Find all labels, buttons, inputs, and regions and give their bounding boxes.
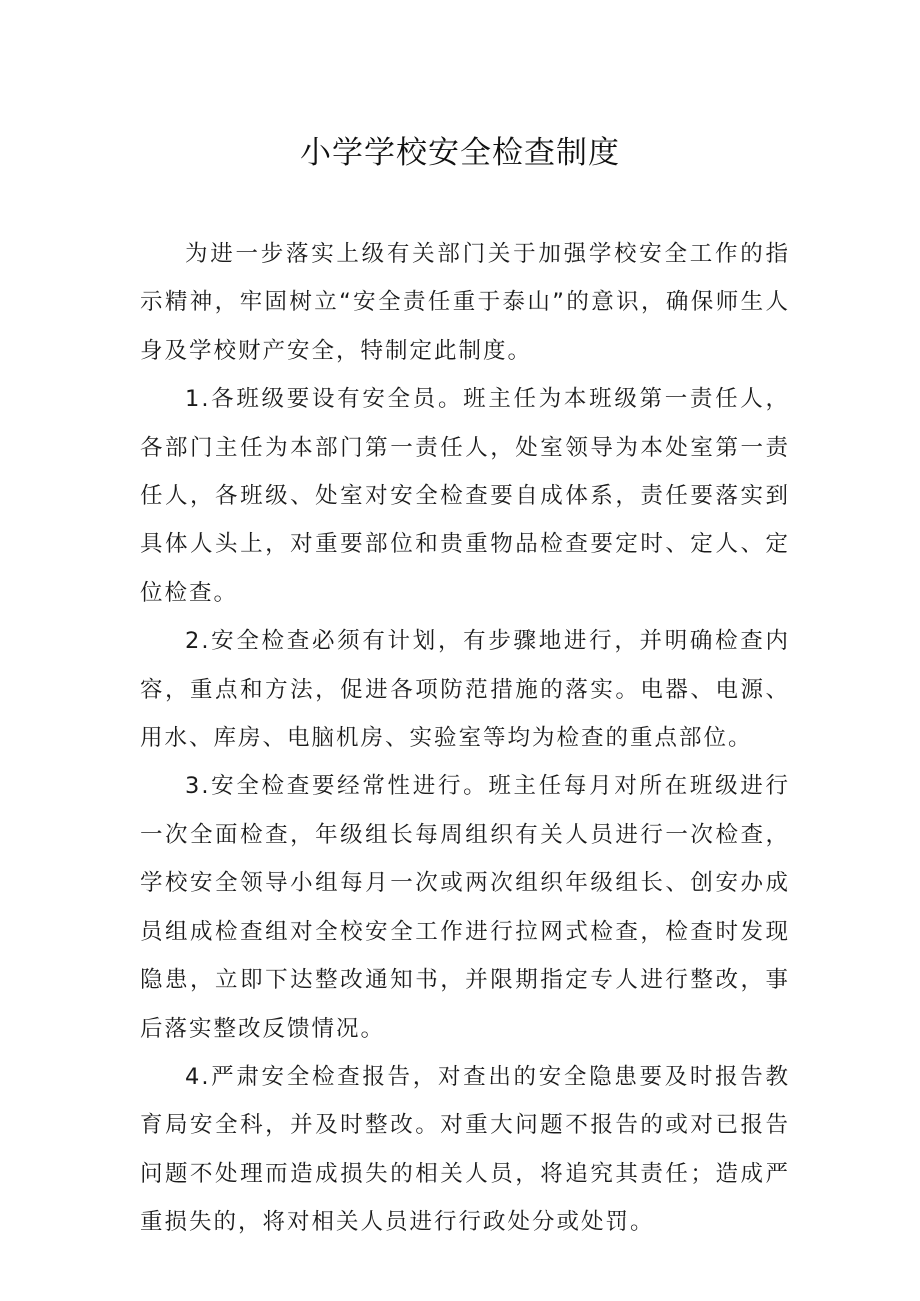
rule-paragraph-1: 1.各班级要设有安全员。班主任为本班级第一责任人，各部门主任为本部门第一责任人，处室领导为本处室第一责任人，各班级、处室对安全检查要自成体系，责任要落实到具体人头上，对重要部位和贵重物品检查要定时、定人、定位检查。 (140, 386, 790, 606)
rule-paragraph-2: 2.安全检查必须有计划，有步骤地进行，并明确检查内容，重点和方法，促进各项防范措施的落实。电器、电源、用水、库房、电脑机房、实验室等均为检查的重点部位。 (140, 628, 790, 752)
document-body (140, 230, 790, 1247)
document-title: 小学学校安全检查制度 (300, 135, 620, 171)
intro-paragraph: 为进一步落实上级有关部门关于加强学校安全工作的指示精神，牢固树立“安全责任重于泰山”的意识，确保师生人身及学校财产安全，特制定此制度。 (140, 241, 790, 364)
rule-paragraph-3: 3.安全检查要经常性进行。班主任每月对所在班级进行一次全面检查，年级组长每周组织有关人员进行一次检查，学校安全领导小组每月一次或两次组织年级组长、创安办成员组成检查组对全校安全工作进行拉网式检查，检查时发现隐患，立即下达整改通知书，并限期指定专人进行整改，事后落实整改反馈情况。 (140, 773, 790, 1042)
rule-paragraph-4: 4.严肃安全检查报告，对查出的安全隐患要及时报告教育局安全科，并及时整改。对重大问题不报告的或对已报告问题不处理而造成损失的相关人员，将追究其责任；造成严重损失的，将对相关人员进行行政处分或处罚。 (140, 1063, 790, 1236)
